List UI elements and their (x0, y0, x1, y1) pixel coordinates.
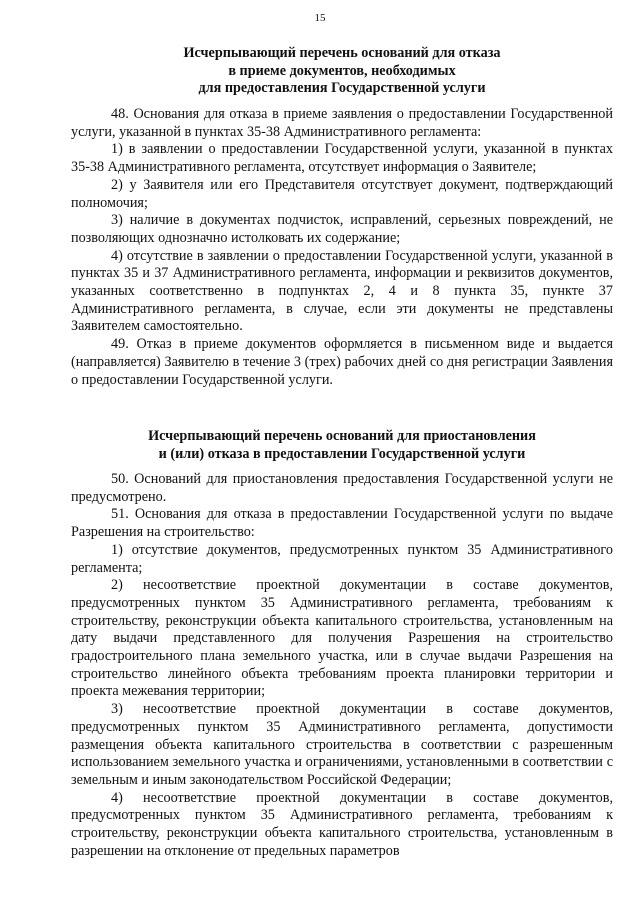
paragraph-51: 51. Основания для отказа в предоставлении Государственной услуги по выдаче Разрешения на строительство: (71, 506, 613, 541)
heading-line: Исчерпывающий перечень оснований для отказа (183, 45, 501, 61)
heading-line: Исчерпывающий перечень оснований для приостановления (148, 428, 536, 444)
paragraph-48: 48. Основания для отказа в приеме заявления о предоставлении Государственной услуги, указанной в пунктах 35-38 Административного регламента: (71, 106, 613, 140)
paragraph-48-3: 3) наличие в документах подчисток, исправлений, серьезных повреждений, не позволяющих однозначно истолковать их содержание; (71, 212, 613, 246)
paragraph-48-1: 1) в заявлении о предоставлении Государственной услуги, указанной в пунктах 35-38 Административного регламента, отсутствует информация о Заявителе; (71, 141, 613, 176)
section-heading-suspension-refusal (71, 428, 613, 463)
heading-line: в приеме документов, необходимых (228, 62, 456, 79)
paragraph-51-1: 1) отсутствие документов, предусмотренных пунктом 35 Административного регламента; (71, 541, 613, 576)
section-body-suspension-refusal (71, 471, 613, 860)
paragraph-50: 50. Оснований для приостановления предоставления Государственной услуги не предусмотрено. (71, 471, 613, 505)
paragraph-51-4: 4) несоответствие проектной документации в составе документов, предусмотренных пунктом 35 Административного регламента, требованиям к строительству, реконструкции объекта капитального строительства, установленным в разрешении на отклонение от предельных параметров (71, 789, 613, 859)
page-number: 15 (314, 12, 326, 24)
paragraph-49: 49. Отказ в приеме документов оформляется в письменном виде и выдается (направляется) Заявителю в течение 3 (трех) рабочих дней со дня регистрации Заявления о предоставлении Государственной услуги. (71, 336, 613, 388)
heading-line: и (или) отказа в предоставлении Государственной услуги (158, 445, 526, 462)
paragraph-48-2: 2) у Заявителя или его Представителя отсутствует документ, подтверждающий полномочия; (71, 176, 613, 211)
paragraph-51-3: 3) несоответствие проектной документации в составе документов, предусмотренных пунктом 35 Административного регламента, допустимости размещения объекта капитального строительства в соответствии с разрешенным использованием земельного участка и ограничениями, установленными в соответствии с земельным и иным законодательством Российской Федерации; (71, 701, 613, 788)
heading-line: для предоставления Государственной услуги (198, 80, 486, 97)
paragraph-51-2: 2) несоответствие проектной документации в составе документов, предусмотренных пунктом 35 Административного регламента, требованиям к строительству, реконструкции объекта капитального строительства, установленным на дату выдачи представленного для получения Разрешения на строительство градостроительного плана земельного участка, или в случае выдачи Разрешения на строительство линейного объекта требованиям проекта планировки территории и проекта межевания территории; (71, 577, 613, 700)
paragraph-48-4: 4) отсутствие в заявлении о предоставлении Государственной услуги, указанной в пунктах 35 и 37 Административного регламента, информации и реквизитов документов, указанных соответственно в подпунктах 2, 4 и 8 пункта 35, пункте 37 Административного регламента, в случае, если эти документы не представлены Заявителем самостоятельно. (71, 247, 613, 335)
section-body-refusal-acceptance (71, 106, 613, 389)
section-heading-refusal-acceptance (71, 45, 613, 98)
